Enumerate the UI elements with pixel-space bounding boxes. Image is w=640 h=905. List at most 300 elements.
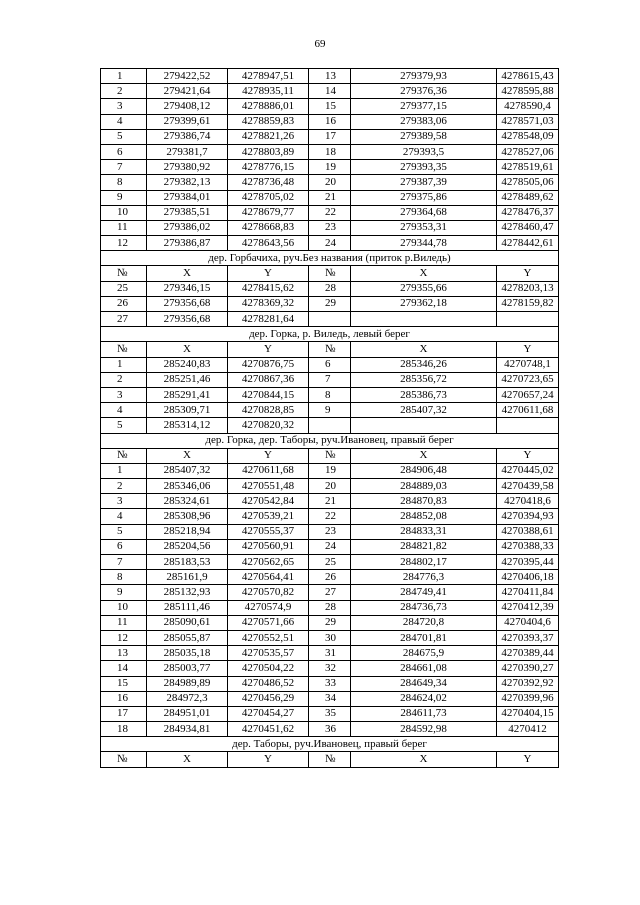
y-coordinate — [497, 418, 559, 433]
point-number: 35 — [309, 706, 351, 721]
x-coordinate: 284989,89 — [147, 676, 228, 691]
table-row — [101, 220, 559, 235]
y-coordinate: 4278203,13 — [497, 281, 559, 296]
y-coordinate: 4278369,32 — [228, 296, 309, 311]
y-coordinate: 4278705,02 — [228, 190, 309, 205]
point-number: 6 — [309, 357, 351, 372]
header-num: № — [101, 266, 147, 281]
point-number: 1 — [101, 357, 147, 372]
x-coordinate: 284821,82 — [351, 539, 497, 554]
y-coordinate — [497, 312, 559, 327]
table-row — [101, 129, 559, 144]
x-coordinate: 284972,3 — [147, 691, 228, 706]
header-num: № — [101, 342, 147, 357]
section-title: дер. Таборы, руч.Ивановец, правый берег — [101, 737, 559, 752]
y-coordinate: 4278935,11 — [228, 84, 309, 99]
x-coordinate: 285055,87 — [147, 630, 228, 645]
y-coordinate: 4278821,26 — [228, 129, 309, 144]
y-coordinate: 4278643,56 — [228, 236, 309, 251]
y-coordinate: 4278803,89 — [228, 144, 309, 159]
y-coordinate: 4278590,4 — [497, 99, 559, 114]
y-coordinate: 4270828,85 — [228, 403, 309, 418]
x-coordinate: 279382,13 — [147, 175, 228, 190]
x-coordinate: 279399,61 — [147, 114, 228, 129]
x-coordinate: 284749,41 — [351, 585, 497, 600]
table-row — [101, 555, 559, 570]
header-num: № — [101, 752, 147, 767]
column-header-row — [101, 266, 559, 281]
point-number: 4 — [101, 403, 147, 418]
table-row — [101, 236, 559, 251]
point-number: 2 — [101, 84, 147, 99]
y-coordinate: 4278281,64 — [228, 312, 309, 327]
point-number: 33 — [309, 676, 351, 691]
y-coordinate: 4278519,61 — [497, 160, 559, 175]
point-number: 1 — [101, 69, 147, 84]
point-number: 12 — [101, 236, 147, 251]
header-num: № — [309, 342, 351, 357]
x-coordinate: 284611,73 — [351, 706, 497, 721]
table-row — [101, 114, 559, 129]
point-number: 4 — [101, 114, 147, 129]
point-number: 25 — [309, 555, 351, 570]
point-number: 32 — [309, 661, 351, 676]
x-coordinate: 279381,7 — [147, 144, 228, 159]
table-row — [101, 160, 559, 175]
x-coordinate: 285035,18 — [147, 646, 228, 661]
point-number: 9 — [101, 190, 147, 205]
point-number: 18 — [309, 144, 351, 159]
point-number: 2 — [101, 479, 147, 494]
y-coordinate: 4270748,1 — [497, 357, 559, 372]
point-number: 23 — [309, 220, 351, 235]
y-coordinate: 4270535,57 — [228, 646, 309, 661]
x-coordinate: 285356,72 — [351, 372, 497, 387]
header-x: X — [147, 266, 228, 281]
table-row — [101, 387, 559, 402]
x-coordinate: 279356,68 — [147, 296, 228, 311]
table-row — [101, 84, 559, 99]
header-y: Y — [497, 448, 559, 463]
point-number: 5 — [101, 524, 147, 539]
point-number: 8 — [309, 387, 351, 402]
x-coordinate: 279377,15 — [351, 99, 497, 114]
x-coordinate: 279346,15 — [147, 281, 228, 296]
x-coordinate: 279383,06 — [351, 114, 497, 129]
y-coordinate: 4270611,68 — [497, 403, 559, 418]
point-number: 7 — [101, 555, 147, 570]
point-number: 17 — [101, 706, 147, 721]
x-coordinate: 285291,41 — [147, 387, 228, 402]
table-row — [101, 676, 559, 691]
table-row — [101, 463, 559, 478]
table-row — [101, 205, 559, 220]
y-coordinate: 4270820,32 — [228, 418, 309, 433]
y-coordinate: 4270542,84 — [228, 494, 309, 509]
y-coordinate: 4278527,06 — [497, 144, 559, 159]
point-number: 6 — [101, 539, 147, 554]
y-coordinate: 4278615,43 — [497, 69, 559, 84]
y-coordinate: 4270876,75 — [228, 357, 309, 372]
column-header-row — [101, 448, 559, 463]
section-title-row — [101, 327, 559, 342]
y-coordinate: 4278947,51 — [228, 69, 309, 84]
x-coordinate: 285111,46 — [147, 600, 228, 615]
header-x: X — [147, 752, 228, 767]
table-row — [101, 661, 559, 676]
header-y: Y — [228, 342, 309, 357]
point-number: 27 — [101, 312, 147, 327]
header-y: Y — [228, 448, 309, 463]
column-header-row — [101, 752, 559, 767]
y-coordinate: 4270844,15 — [228, 387, 309, 402]
point-number: 9 — [101, 585, 147, 600]
y-coordinate: 4270404,15 — [497, 706, 559, 721]
y-coordinate: 4278668,83 — [228, 220, 309, 235]
x-coordinate: 285314,12 — [147, 418, 228, 433]
point-number: 22 — [309, 509, 351, 524]
x-coordinate: 285183,53 — [147, 555, 228, 570]
y-coordinate: 4270439,58 — [497, 479, 559, 494]
point-number: 8 — [101, 570, 147, 585]
y-coordinate: 4270456,29 — [228, 691, 309, 706]
x-coordinate: 284833,31 — [351, 524, 497, 539]
x-coordinate: 279376,36 — [351, 84, 497, 99]
x-coordinate: 279344,78 — [351, 236, 497, 251]
y-coordinate: 4270657,24 — [497, 387, 559, 402]
y-coordinate: 4278442,61 — [497, 236, 559, 251]
header-x: X — [351, 448, 497, 463]
x-coordinate: 284720,8 — [351, 615, 497, 630]
point-number: 20 — [309, 175, 351, 190]
point-number: 3 — [101, 494, 147, 509]
x-coordinate: 285407,32 — [351, 403, 497, 418]
x-coordinate: 279421,64 — [147, 84, 228, 99]
x-coordinate: 284649,34 — [351, 676, 497, 691]
y-coordinate: 4270564,41 — [228, 570, 309, 585]
point-number: 12 — [101, 630, 147, 645]
page-number: 69 — [314, 38, 326, 50]
table-row — [101, 312, 559, 327]
y-coordinate: 4270395,44 — [497, 555, 559, 570]
point-number: 8 — [101, 175, 147, 190]
y-coordinate: 4270504,22 — [228, 661, 309, 676]
point-number: 27 — [309, 585, 351, 600]
table-row — [101, 691, 559, 706]
table-row — [101, 296, 559, 311]
x-coordinate: 279386,74 — [147, 129, 228, 144]
table-row — [101, 615, 559, 630]
x-coordinate: 279408,12 — [147, 99, 228, 114]
point-number: 31 — [309, 646, 351, 661]
table-row — [101, 494, 559, 509]
point-number: 6 — [101, 144, 147, 159]
table-row — [101, 600, 559, 615]
y-coordinate: 4278548,09 — [497, 129, 559, 144]
y-coordinate: 4278159,82 — [497, 296, 559, 311]
header-x: X — [147, 342, 228, 357]
point-number: 25 — [101, 281, 147, 296]
header-y: Y — [497, 266, 559, 281]
y-coordinate: 4278595,88 — [497, 84, 559, 99]
x-coordinate: 284906,48 — [351, 463, 497, 478]
table-row — [101, 509, 559, 524]
point-number: 26 — [309, 570, 351, 585]
x-coordinate: 279386,87 — [147, 236, 228, 251]
x-coordinate: 284675,9 — [351, 646, 497, 661]
y-coordinate: 4270445,02 — [497, 463, 559, 478]
point-number: 22 — [309, 205, 351, 220]
y-coordinate: 4278476,37 — [497, 205, 559, 220]
header-num: № — [309, 752, 351, 767]
y-coordinate: 4278505,06 — [497, 175, 559, 190]
x-coordinate: 285090,61 — [147, 615, 228, 630]
y-coordinate: 4270574,9 — [228, 600, 309, 615]
x-coordinate: 284951,01 — [147, 706, 228, 721]
y-coordinate: 4278736,48 — [228, 175, 309, 190]
table-row — [101, 570, 559, 585]
x-coordinate: 285309,71 — [147, 403, 228, 418]
y-coordinate: 4270389,44 — [497, 646, 559, 661]
x-coordinate: 284661,08 — [351, 661, 497, 676]
point-number: 36 — [309, 722, 351, 737]
x-coordinate: 279385,51 — [147, 205, 228, 220]
x-coordinate: 285240,83 — [147, 357, 228, 372]
x-coordinate — [351, 418, 497, 433]
y-coordinate: 4270412 — [497, 722, 559, 737]
y-coordinate: 4270723,65 — [497, 372, 559, 387]
x-coordinate: 285407,32 — [147, 463, 228, 478]
point-number: 9 — [309, 403, 351, 418]
table-row — [101, 539, 559, 554]
point-number: 24 — [309, 539, 351, 554]
point-number: 3 — [101, 99, 147, 114]
x-coordinate: 284736,73 — [351, 600, 497, 615]
table-row — [101, 630, 559, 645]
x-coordinate: 279389,58 — [351, 129, 497, 144]
x-coordinate: 285346,26 — [351, 357, 497, 372]
x-coordinate: 279356,68 — [147, 312, 228, 327]
coordinates-table — [100, 68, 559, 768]
column-header-row — [101, 342, 559, 357]
y-coordinate: 4270388,33 — [497, 539, 559, 554]
y-coordinate: 4270394,93 — [497, 509, 559, 524]
table-row — [101, 722, 559, 737]
x-coordinate: 284852,08 — [351, 509, 497, 524]
x-coordinate: 284592,98 — [351, 722, 497, 737]
header-y: Y — [228, 752, 309, 767]
point-number: 14 — [101, 661, 147, 676]
point-number: 30 — [309, 630, 351, 645]
y-coordinate: 4270390,27 — [497, 661, 559, 676]
y-coordinate: 4270399,96 — [497, 691, 559, 706]
section-title: дер. Горка, р. Виледь, левый берег — [101, 327, 559, 342]
y-coordinate: 4278489,62 — [497, 190, 559, 205]
table-row — [101, 99, 559, 114]
header-y: Y — [497, 752, 559, 767]
y-coordinate: 4270611,68 — [228, 463, 309, 478]
point-number: 26 — [101, 296, 147, 311]
point-number: 7 — [309, 372, 351, 387]
point-number: 19 — [309, 463, 351, 478]
y-coordinate: 4270393,37 — [497, 630, 559, 645]
point-number: 5 — [101, 418, 147, 433]
x-coordinate: 285346,06 — [147, 479, 228, 494]
section-title-row — [101, 251, 559, 266]
y-coordinate: 4270570,82 — [228, 585, 309, 600]
header-y: Y — [228, 266, 309, 281]
x-coordinate: 284934,81 — [147, 722, 228, 737]
y-coordinate: 4270571,66 — [228, 615, 309, 630]
table-row — [101, 403, 559, 418]
table-row — [101, 418, 559, 433]
x-coordinate: 284889,03 — [351, 479, 497, 494]
point-number: 16 — [309, 114, 351, 129]
x-coordinate: 279380,92 — [147, 160, 228, 175]
table-row — [101, 144, 559, 159]
point-number: 13 — [101, 646, 147, 661]
y-coordinate: 4278776,15 — [228, 160, 309, 175]
y-coordinate: 4270551,48 — [228, 479, 309, 494]
x-coordinate — [351, 312, 497, 327]
y-coordinate: 4270406,18 — [497, 570, 559, 585]
x-coordinate: 285324,61 — [147, 494, 228, 509]
table-row — [101, 175, 559, 190]
y-coordinate: 4270562,65 — [228, 555, 309, 570]
y-coordinate: 4270412,39 — [497, 600, 559, 615]
point-number: 29 — [309, 615, 351, 630]
header-x: X — [351, 266, 497, 281]
y-coordinate: 4270451,62 — [228, 722, 309, 737]
x-coordinate: 279387,39 — [351, 175, 497, 190]
table-row — [101, 479, 559, 494]
x-coordinate: 284776,3 — [351, 570, 497, 585]
point-number: 2 — [101, 372, 147, 387]
section-title: дер. Горка, дер. Таборы, руч.Ивановец, правый берег — [101, 433, 559, 448]
point-number — [309, 312, 351, 327]
point-number: 3 — [101, 387, 147, 402]
point-number: 23 — [309, 524, 351, 539]
point-number: 4 — [101, 509, 147, 524]
header-x: X — [147, 448, 228, 463]
x-coordinate: 279422,52 — [147, 69, 228, 84]
table-row — [101, 585, 559, 600]
y-coordinate: 4278886,01 — [228, 99, 309, 114]
point-number: 28 — [309, 281, 351, 296]
point-number: 11 — [101, 220, 147, 235]
x-coordinate: 279362,18 — [351, 296, 497, 311]
x-coordinate: 285218,94 — [147, 524, 228, 539]
point-number: 1 — [101, 463, 147, 478]
x-coordinate: 279386,02 — [147, 220, 228, 235]
point-number: 5 — [101, 129, 147, 144]
table-row — [101, 372, 559, 387]
x-coordinate: 284624,02 — [351, 691, 497, 706]
x-coordinate: 284802,17 — [351, 555, 497, 570]
x-coordinate: 285386,73 — [351, 387, 497, 402]
point-number: 10 — [101, 205, 147, 220]
y-coordinate: 4270552,51 — [228, 630, 309, 645]
table-row — [101, 281, 559, 296]
point-number: 10 — [101, 600, 147, 615]
point-number: 20 — [309, 479, 351, 494]
section-title: дер. Горбачиха, руч.Без названия (приток р.Виледь) — [101, 251, 559, 266]
point-number: 18 — [101, 722, 147, 737]
y-coordinate: 4270555,37 — [228, 524, 309, 539]
y-coordinate: 4270388,61 — [497, 524, 559, 539]
y-coordinate: 4270486,52 — [228, 676, 309, 691]
header-num: № — [309, 448, 351, 463]
header-num: № — [309, 266, 351, 281]
point-number: 15 — [101, 676, 147, 691]
x-coordinate: 285161,9 — [147, 570, 228, 585]
x-coordinate: 285003,77 — [147, 661, 228, 676]
table-row — [101, 357, 559, 372]
y-coordinate: 4270539,21 — [228, 509, 309, 524]
table-row — [101, 69, 559, 84]
x-coordinate: 279355,66 — [351, 281, 497, 296]
x-coordinate: 279379,93 — [351, 69, 497, 84]
y-coordinate: 4270418,6 — [497, 494, 559, 509]
y-coordinate: 4278571,03 — [497, 114, 559, 129]
y-coordinate: 4278415,62 — [228, 281, 309, 296]
x-coordinate: 284870,83 — [351, 494, 497, 509]
header-x: X — [351, 752, 497, 767]
x-coordinate: 279393,35 — [351, 160, 497, 175]
header-x: X — [351, 342, 497, 357]
y-coordinate: 4270411,84 — [497, 585, 559, 600]
y-coordinate: 4270560,91 — [228, 539, 309, 554]
x-coordinate: 285132,93 — [147, 585, 228, 600]
x-coordinate: 279384,01 — [147, 190, 228, 205]
y-coordinate: 4278460,47 — [497, 220, 559, 235]
point-number: 19 — [309, 160, 351, 175]
point-number: 29 — [309, 296, 351, 311]
x-coordinate: 279364,68 — [351, 205, 497, 220]
point-number: 15 — [309, 99, 351, 114]
header-num: № — [101, 448, 147, 463]
point-number: 16 — [101, 691, 147, 706]
x-coordinate: 279393,5 — [351, 144, 497, 159]
y-coordinate: 4270392,92 — [497, 676, 559, 691]
x-coordinate: 285308,96 — [147, 509, 228, 524]
point-number: 21 — [309, 494, 351, 509]
table-row — [101, 706, 559, 721]
x-coordinate: 279375,86 — [351, 190, 497, 205]
point-number: 7 — [101, 160, 147, 175]
point-number: 11 — [101, 615, 147, 630]
table-row — [101, 190, 559, 205]
section-title-row — [101, 737, 559, 752]
x-coordinate: 279353,31 — [351, 220, 497, 235]
y-coordinate: 4270454,27 — [228, 706, 309, 721]
y-coordinate: 4278859,83 — [228, 114, 309, 129]
point-number: 24 — [309, 236, 351, 251]
y-coordinate: 4278679,77 — [228, 205, 309, 220]
header-y: Y — [497, 342, 559, 357]
point-number: 17 — [309, 129, 351, 144]
table-row — [101, 646, 559, 661]
point-number: 28 — [309, 600, 351, 615]
point-number: 14 — [309, 84, 351, 99]
y-coordinate: 4270404,6 — [497, 615, 559, 630]
x-coordinate: 285204,56 — [147, 539, 228, 554]
table-row — [101, 524, 559, 539]
point-number: 13 — [309, 69, 351, 84]
point-number: 34 — [309, 691, 351, 706]
x-coordinate: 285251,46 — [147, 372, 228, 387]
point-number: 21 — [309, 190, 351, 205]
